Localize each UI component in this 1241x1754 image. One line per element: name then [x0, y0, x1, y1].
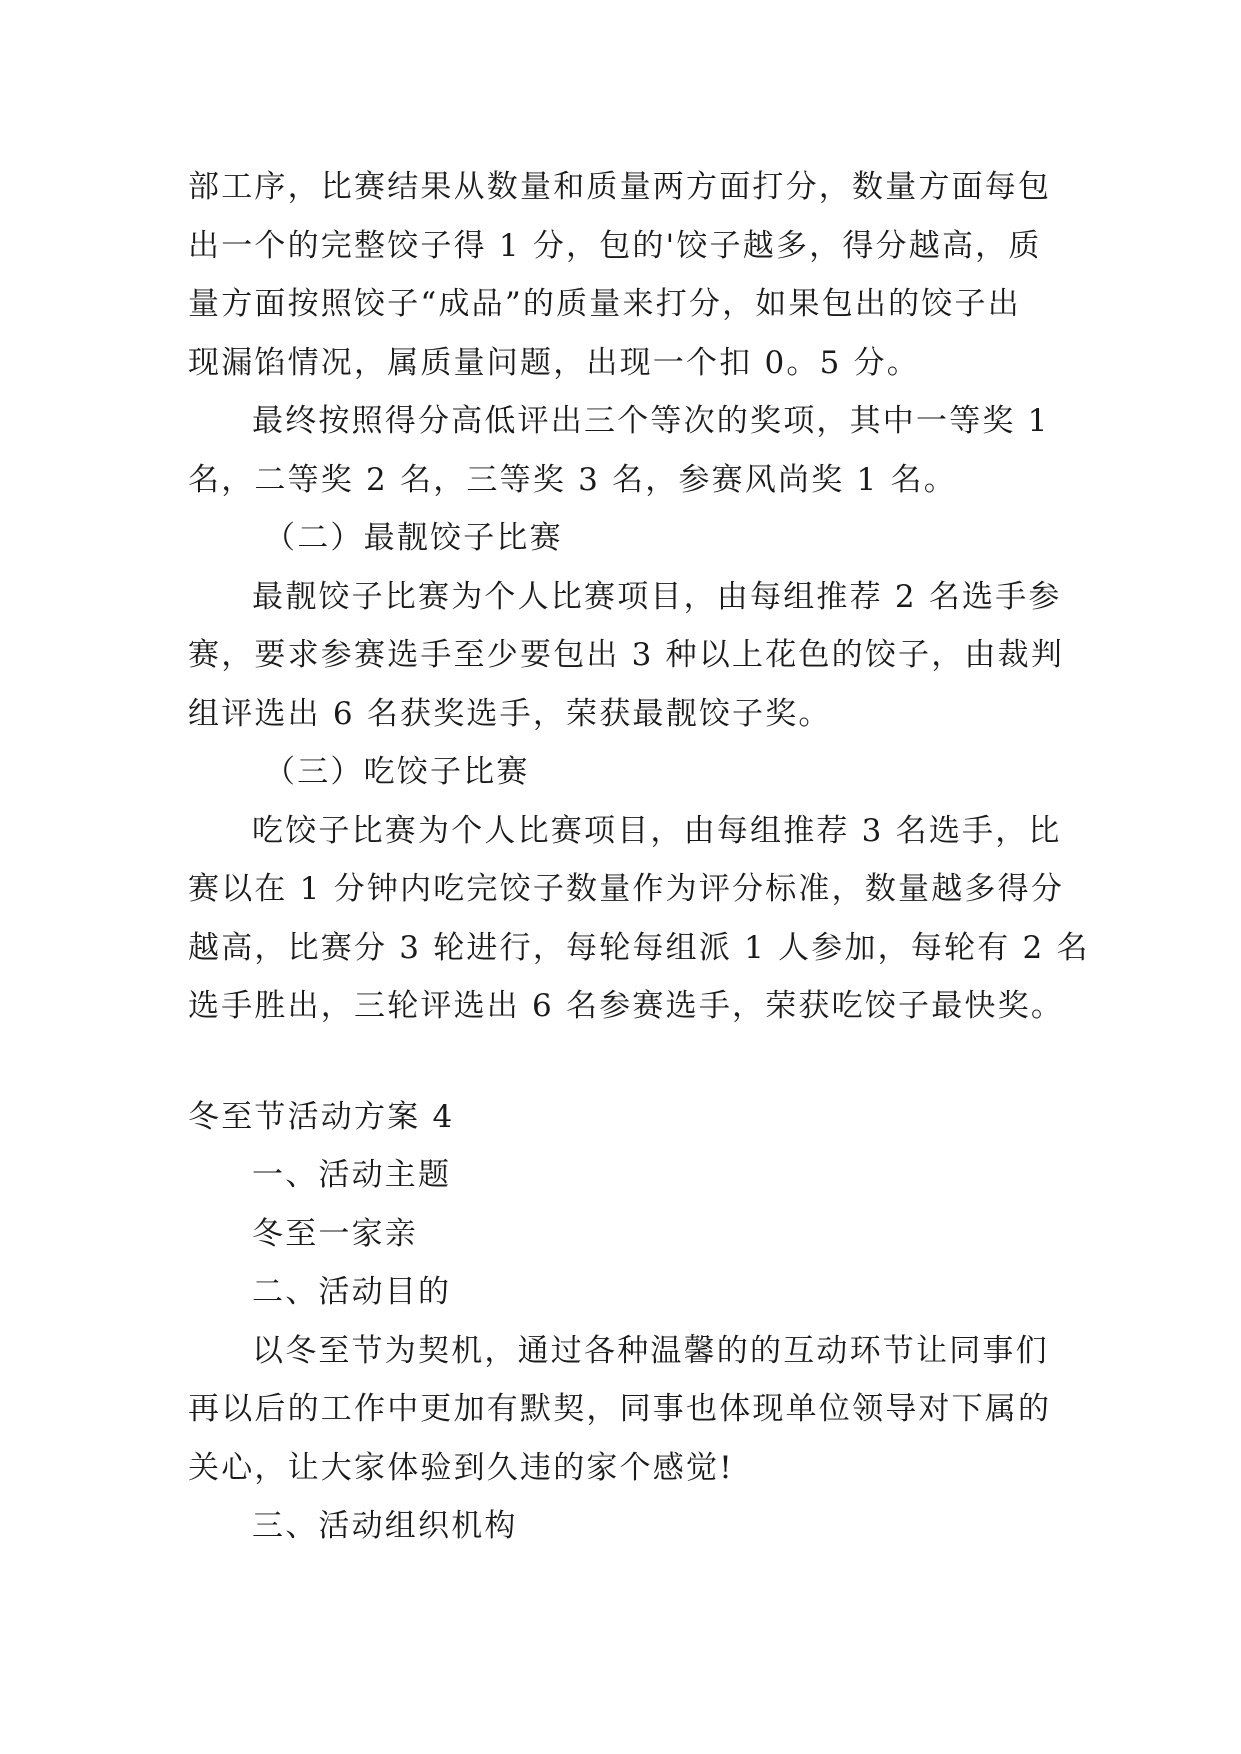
section-gap [188, 1036, 1058, 1088]
paragraph-line: 关心，让大家体验到久违的家个感觉! [188, 1449, 734, 1486]
paragraph-line: 量方面按照饺子“成品”的质量来打分，如果包出的饺子出 [188, 286, 1021, 322]
paragraph-line: 最靓饺子比赛为个人比赛项目，由每组推荐 2 名选手参 [252, 578, 1062, 615]
paragraph-line: 赛，要求参赛选手至少要包出 3 种以上花色的饺子，由裁判 [188, 637, 1065, 673]
paragraph-line: 选手胜出，三轮评选出 6 名参赛选手，荣获吃饺子最快奖。 [188, 988, 1065, 1024]
paragraph-line: 越高，比赛分 3 轮进行，每轮每组派 1 人参加，每轮有 2 名 [188, 929, 1090, 966]
heading-organization: 三、活动组织机构 [252, 1508, 518, 1544]
paragraph-line: 以冬至节为契机，通过各种温馨的的互动环节让同事们 [252, 1332, 1049, 1369]
section-title: 冬至节活动方案 4 [188, 1098, 455, 1135]
subheading-contest-2: （二）最靓饺子比赛 [264, 520, 563, 556]
paragraph-line: 部工序，比赛结果从数量和质量两方面打分，数量方面每包 [188, 169, 1052, 205]
heading-purpose: 二、活动目的 [252, 1274, 452, 1310]
document-body [188, 158, 1090, 1556]
paragraph-line: 最终按照得分高低评出三个等次的奖项，其中一等奖 1 [252, 403, 1050, 439]
subheading-contest-3: （三）吃饺子比赛 [264, 754, 530, 790]
paragraph-line: 再以后的工作中更加有默契，同事也体现单位领导对下属的 [188, 1391, 1052, 1427]
paragraph-line: 赛以在 1 分钟内吃完饺子数量作为评分标准，数量越多得分 [188, 871, 1065, 907]
theme-value: 冬至一家亲 [252, 1215, 418, 1252]
paragraph-line: 名，二等奖 2 名，三等奖 3 名，参赛风尚奖 1 名。 [188, 461, 957, 498]
paragraph-line: 现漏馅情况，属质量问题，出现一个扣 0。5 分。 [188, 344, 920, 381]
paragraph-line: 组评选出 6 名获奖选手，荣获最靓饺子奖。 [188, 695, 832, 732]
heading-theme: 一、活动主题 [252, 1157, 452, 1193]
paragraph-line: 吃饺子比赛为个人比赛项目，由每组推荐 3 名选手，比 [252, 812, 1062, 849]
paragraph-line: 出一个的完整饺子得 1 分，包的'饺子越多，得分越高，质 [188, 227, 1042, 264]
